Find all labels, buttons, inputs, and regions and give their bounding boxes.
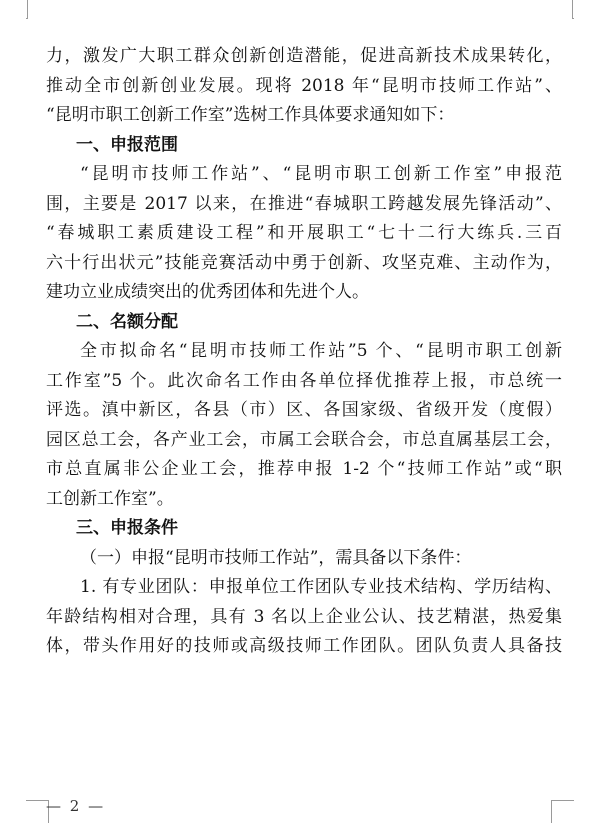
text-line: 全市拟命名“昆明市技师工作站”5 个、“昆明市职工创新 bbox=[80, 341, 562, 361]
text-line: “昆明市技师工作站”、“昆明市职工创新工作室”申报范 bbox=[80, 164, 562, 184]
section-heading: 三、申报条件 bbox=[76, 518, 178, 538]
text-line: 六十行出状元”技能竞赛活动中勇于创新、攻坚克难、主动作为， bbox=[46, 252, 562, 273]
text-line: “昆明市职工创新工作室”选树工作具体要求通知如下： bbox=[46, 105, 455, 125]
section-heading: 二、名额分配 bbox=[76, 311, 178, 332]
text-line: 年龄结构相对合理，具有 3 名以上企业公认、技艺精湛，热爱集 bbox=[46, 606, 562, 627]
section-heading: 一、申报范围 bbox=[76, 134, 178, 155]
text-line: 1. 有专业团队：申报单位工作团队专业技术结构、学历结构、 bbox=[80, 577, 562, 597]
text-line: 体，带头作用好的技师或高级技师工作团队。团队负责人具备技 bbox=[46, 636, 562, 656]
crop-mark-top-left bbox=[26, 0, 28, 19]
text-line: 市总直属非公企业工会，推荐申报 1-2 个“技师工作站”或“职 bbox=[46, 459, 562, 479]
document-body bbox=[46, 42, 562, 662]
text-line: 园区总工会，各产业工会，市属工会联合会，市总直属基层工会， bbox=[46, 429, 562, 450]
text-line: 建功立业成绩突出的优秀团体和先进个人。 bbox=[46, 282, 369, 302]
text-line: 力，激发广大职工群众创新创造潜能，促进高新技术成果转化， bbox=[46, 46, 562, 66]
crop-mark-top-right bbox=[572, 0, 574, 19]
text-line: 评选。滇中新区，各县（市）区、各国家级、省级开发（度假） bbox=[46, 400, 562, 420]
text-line: “春城职工素质建设工程”和开展职工“七十二行大练兵.三百 bbox=[46, 223, 562, 243]
page-number: — 2 — bbox=[46, 797, 106, 815]
text-line: 工创新工作室”。 bbox=[46, 488, 174, 509]
text-line: 工作室”5 个。此次命名工作由各单位择优推荐上报，市总统一 bbox=[46, 370, 562, 391]
subsection-heading: （一）申报“昆明市技师工作站”，需具备以下条件： bbox=[80, 547, 472, 568]
text-line: 推动全市创新创业发展。现将 2018 年“昆明市技师工作站”、 bbox=[46, 75, 562, 96]
text-line: 围，主要是 2017 以来，在推进“春城职工跨越发展先锋活动”、 bbox=[46, 193, 562, 214]
crop-mark-bottom-right bbox=[551, 800, 574, 823]
